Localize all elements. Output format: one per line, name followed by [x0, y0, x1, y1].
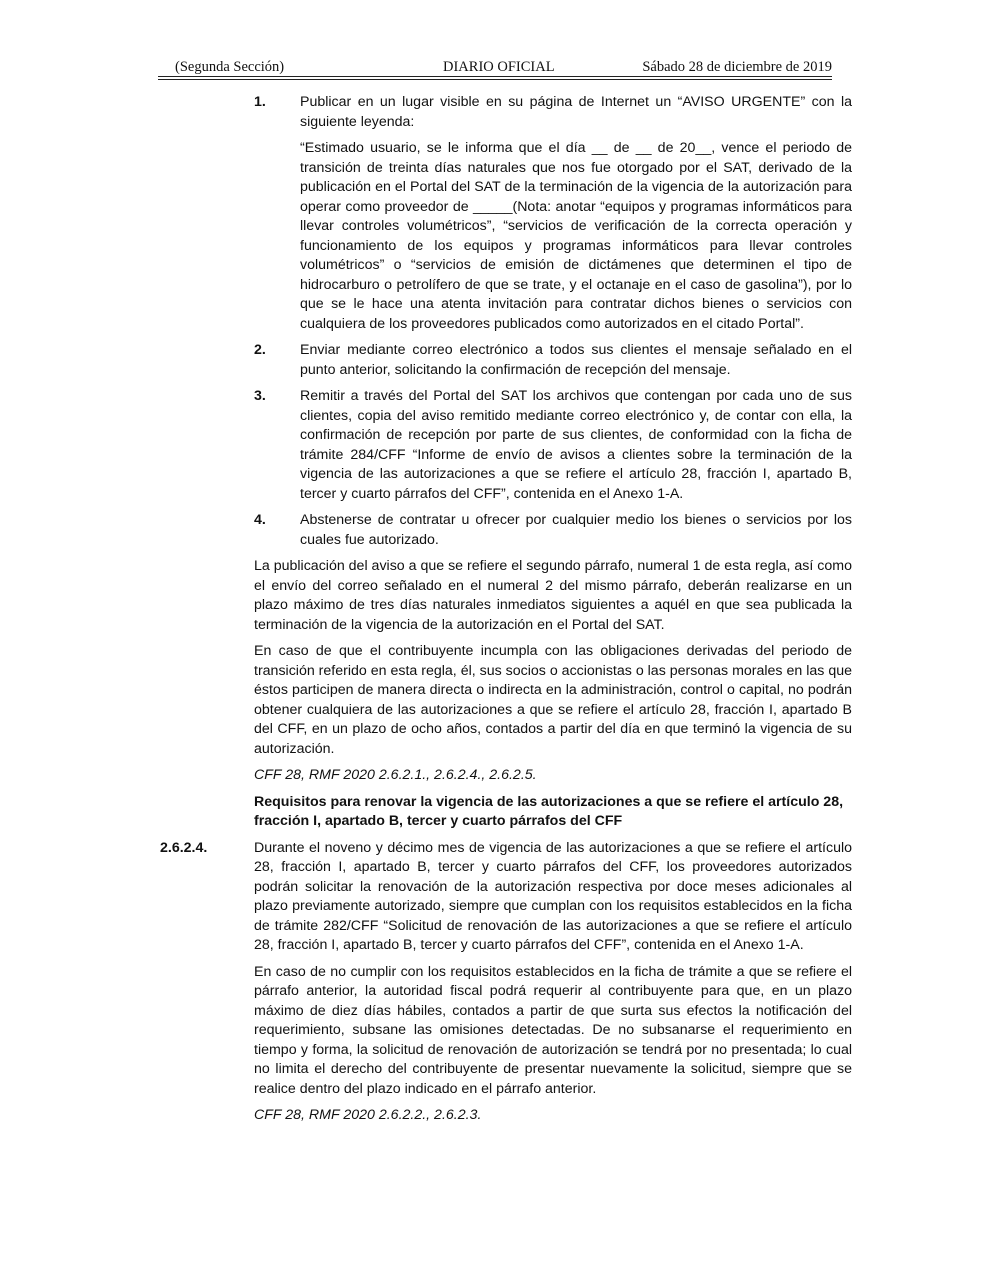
header-date: Sábado 28 de diciembre de 2019 [642, 59, 832, 75]
header-section: (Segunda Sección) [175, 59, 285, 75]
item-number: 3. [254, 388, 266, 404]
header-publication: DIARIO OFICIAL [443, 59, 555, 75]
section-heading: Requisitos para renovar la vigencia de las autorizaciones a que se refiere el artículo 28, fracción I, apartado B, tercer y cuarto párrafos del CFF [254, 793, 844, 829]
legal-reference: CFF 28, RMF 2020 2.6.2.1., 2.6.2.4., 2.6.2.5. [254, 767, 537, 783]
body-paragraph: En caso de que el contribuyente incumpla con las obligaciones derivadas del periodo de transición referido en esta regla, él, sus socios o accionistas o las personas morales en las que éstos participen de manera directa o indirecta en la administración, control o capital, no podrán obtener cualquiera de las autorizaciones a que se refiere el artículo 28, fracción I, apartado B del CFF, en un plazo de ocho años, contados a partir del día en que terminó la vigencia de su autorización. [254, 643, 852, 757]
item-text: Abstenerse de contratar u ofrecer por cualquier medio los bienes o servicios por los cuales fue autorizado. [300, 512, 852, 548]
rule-number: 2.6.2.4. [160, 839, 208, 856]
numbered-item-3 [254, 387, 852, 504]
header-rule-top [158, 76, 832, 77]
numbered-item-2 [254, 341, 852, 380]
item-text: Publicar en un lugar visible en su página de Internet un “AVISO URGENTE” con la siguiente leyenda: [300, 94, 852, 130]
rule-block [158, 839, 852, 956]
document-body [158, 93, 852, 1133]
body-paragraph: Durante el noveno y décimo mes de vigencia de las autorizaciones a que se refiere el artículo 28, fracción I, apartado B, tercer y cuarto párrafos del CFF, los proveedores autorizados podrán solicitar la renovación de la autorización respectiva por doce meses adicionales al plazo previamente autorizado, siempre que cumplan con los requisitos establecidos en la ficha de trámite 282/CFF “Solicitud de renovación de las autorizaciones a que se refiere el artículo 28, fracción I, apartado B, tercer y cuarto párrafos del CFF”, contenida en el Anexo 1-A. [254, 839, 852, 953]
legal-reference: CFF 28, RMF 2020 2.6.2.2., 2.6.2.3. [254, 1107, 482, 1123]
body-paragraph: La publicación del aviso a que se refiere el segundo párrafo, numeral 1 de esta regla, así como el envío del correo señalado en el numeral 2 del mismo párrafo, deberán realizarse en un plazo máximo de tres días naturales inmediatos siguientes a aquél en que sea publicada la terminación de la vigencia de la autorización en el Portal del SAT. [254, 558, 852, 633]
numbered-item-4 [254, 511, 852, 550]
item-number: 1. [254, 94, 266, 110]
page-header [158, 58, 832, 76]
notice-quote: “Estimado usuario, se le informa que el día __ de __ de 20__, vence el periodo de transición de treinta días naturales que nos fue otorgado por el SAT, derivado de la publicación en el Portal del SAT de la terminación de la vigencia de la autorización para operar como proveedor de _____(Nota: anotar “equipos y programas informáticos para llevar controles volumétricos”, “servicios de verificación de la correcta operación y funcionamiento de los equipos y programas informáticos para llevar controles volumétricos” o “servicios de emisión de dictámenes que determinen el tipo de hidrocarburo o petrolífero de que se trate, y el octanaje en el caso de gasolina”), por lo que se le hace una atenta invitación para contratar dichos bienes o servicios con cualquiera de los proveedores publicados como autorizados en el citado Portal”. [300, 140, 852, 332]
item-text: Remitir a través del Portal del SAT los archivos que contengan por cada uno de sus clientes, copia del aviso remitido mediante correo electrónico y, de contar con ella, la confirmación de recepción por parte de sus clientes, de conformidad con la ficha de trámite 284/CFF “Informe de envío de avisos a clientes sobre la terminación de la vigencia de las autorizaciones a que se refiere el artículo 28, fracción I, apartado B, tercer y cuarto párrafos del CFF”, contenida en el Anexo 1-A. [300, 388, 852, 502]
item-text: Enviar mediante correo electrónico a todos sus clientes el mensaje señalado en el punto anterior, solicitando la confirmación de recepción del mensaje. [300, 342, 852, 378]
numbered-item-1 [254, 93, 852, 334]
body-paragraph: En caso de no cumplir con los requisitos establecidos en la ficha de trámite a que se refiere el párrafo anterior, la autoridad fiscal podrá requerir al contribuyente para que, en un plazo máximo de diez días hábiles, contados a partir de que surta sus efectos la notificación del requerimiento, subsane las omisiones detectadas. De no subsanarse el requerimiento en tiempo y forma, la solicitud de renovación de autorización se tendrá por no presentada; lo cual no limita el derecho del contribuyente de presentar nuevamente la solicitud, siempre que se realice dentro del plazo indicado en el párrafo anterior. [254, 963, 852, 1097]
item-number: 4. [254, 512, 266, 528]
header-rule-bottom [158, 79, 832, 80]
item-number: 2. [254, 342, 266, 358]
